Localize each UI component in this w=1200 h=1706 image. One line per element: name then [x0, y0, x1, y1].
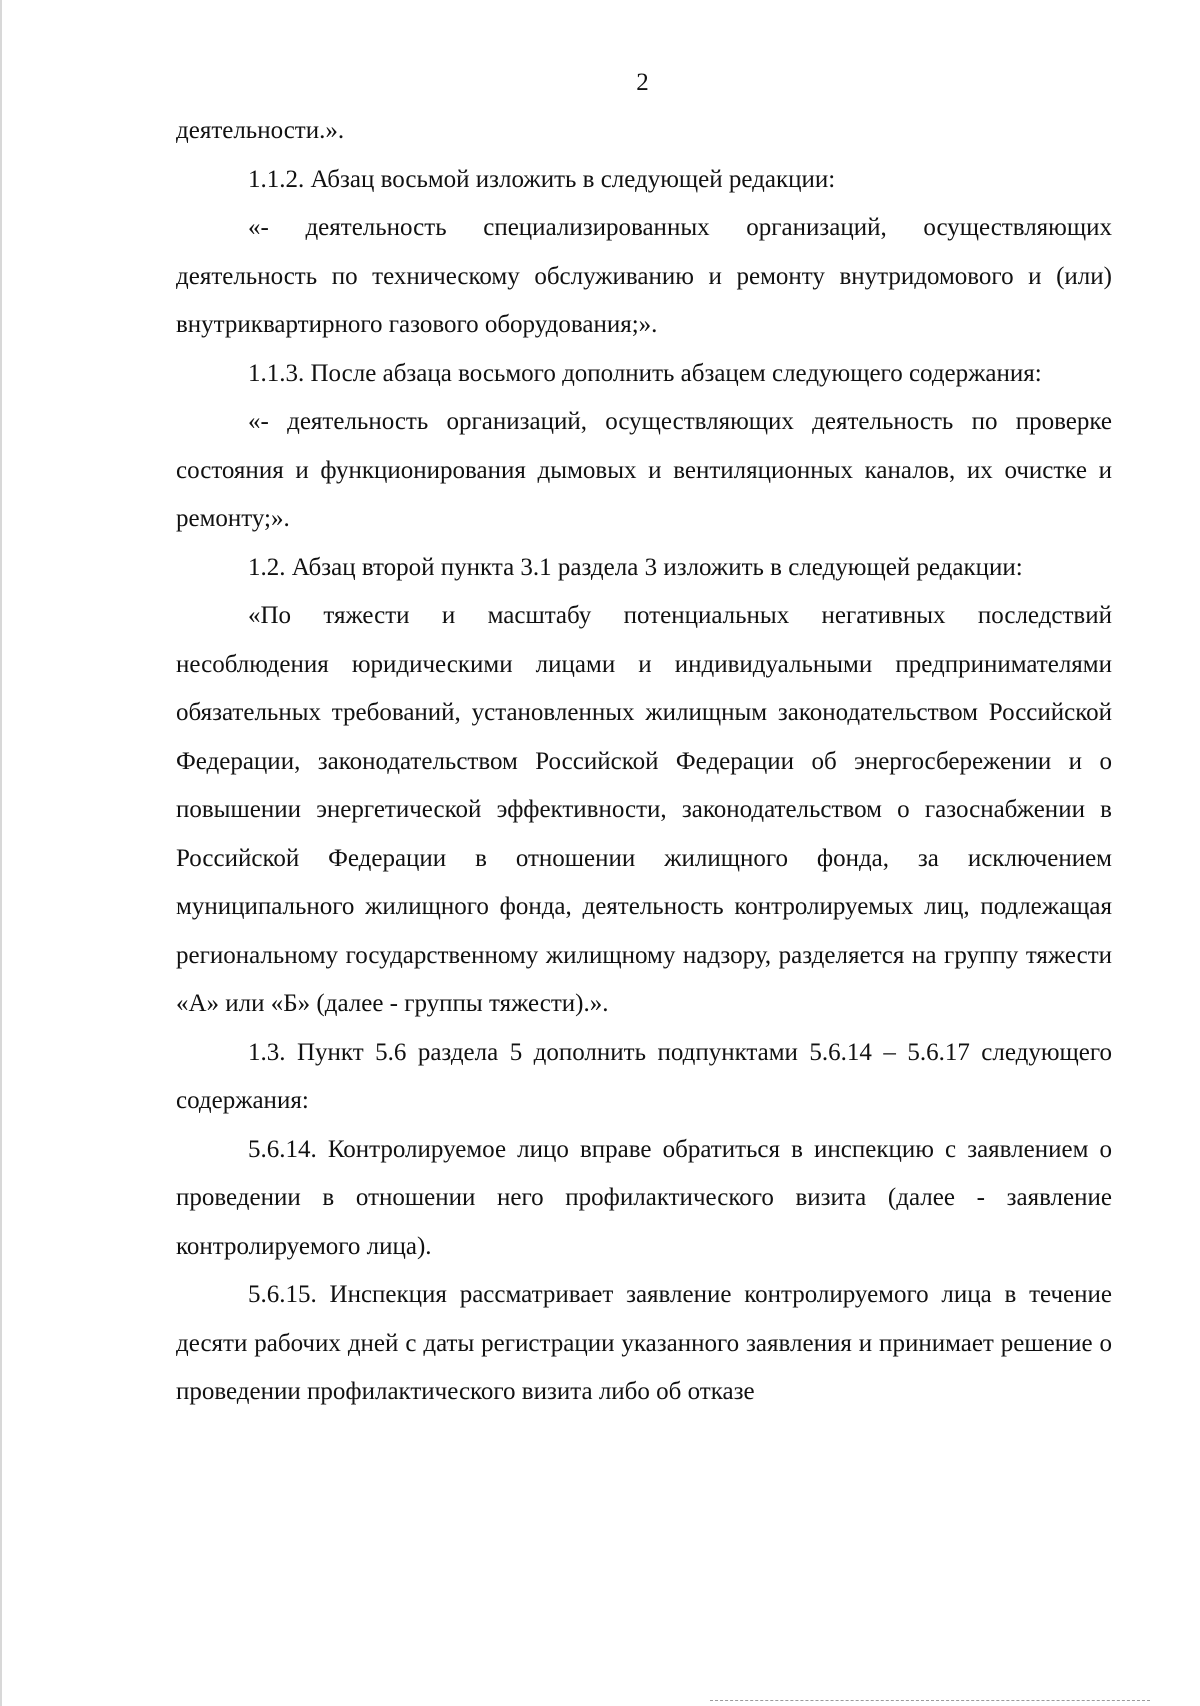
scan-bottom-edge	[710, 1700, 1150, 1701]
paragraph: 1.1.2. Абзац восьмой изложить в следующей редакции:	[248, 165, 836, 193]
paragraph: 1.1.3. После абзаца восьмого дополнить абзацем следующего содержания:	[248, 359, 1042, 387]
paragraph: 1.3. Пункт 5.6 раздела 5 дополнить подпунктами 5.6.14 – 5.6.17 следующего содержания:	[176, 1038, 1112, 1114]
paragraph: «По тяжести и масштабу потенциальных негативных последствий несоблюдения юридическими лицами и индивидуальными предпринимателями обязательных требований, установленных жилищным законодательством Российской Федерации, законодательством Российской Федерации об энергосбережении и о повышении энергетической эффективности, законодательством о газоснабжении в Российской Федерации в отношении жилищного фонда, за исключением муниципального жилищного фонда, деятельность контролируемых лиц, подлежащая региональному государственному жилищному надзору, разделяется на группу тяжести «А» или «Б» (далее - группы тяжести).».	[176, 602, 1112, 1017]
paragraph: 5.6.14. Контролируемое лицо вправе обратиться в инспекцию с заявлением о проведении в отношении него профилактического визита (далее - заявление контролируемого лица).	[176, 1135, 1112, 1260]
paragraph: 5.6.15. Инспекция рассматривает заявление контролируемого лица в течение десяти рабочих дней с даты регистрации указанного заявления и принимает решение о проведении профилактического визита либо об отказе	[176, 1281, 1112, 1405]
paragraph: 1.2. Абзац второй пункта 3.1 раздела 3 изложить в следующей редакции:	[248, 553, 1023, 581]
page-number: 2	[636, 69, 649, 96]
document-body	[176, 107, 1112, 1417]
paragraph: «- деятельность организаций, осуществляющих деятельность по проверке состояния и функционирования дымовых и вентиляционных каналов, их очистке и ремонту;».	[176, 408, 1112, 532]
paragraph: «- деятельность специализированных организаций, осуществляющих деятельность по техническому обслуживанию и ремонту внутридомового и (или) внутриквартирного газового оборудования;».	[176, 214, 1112, 338]
scan-edge	[0, 0, 2, 1706]
paragraph: деятельности.».	[176, 117, 345, 144]
